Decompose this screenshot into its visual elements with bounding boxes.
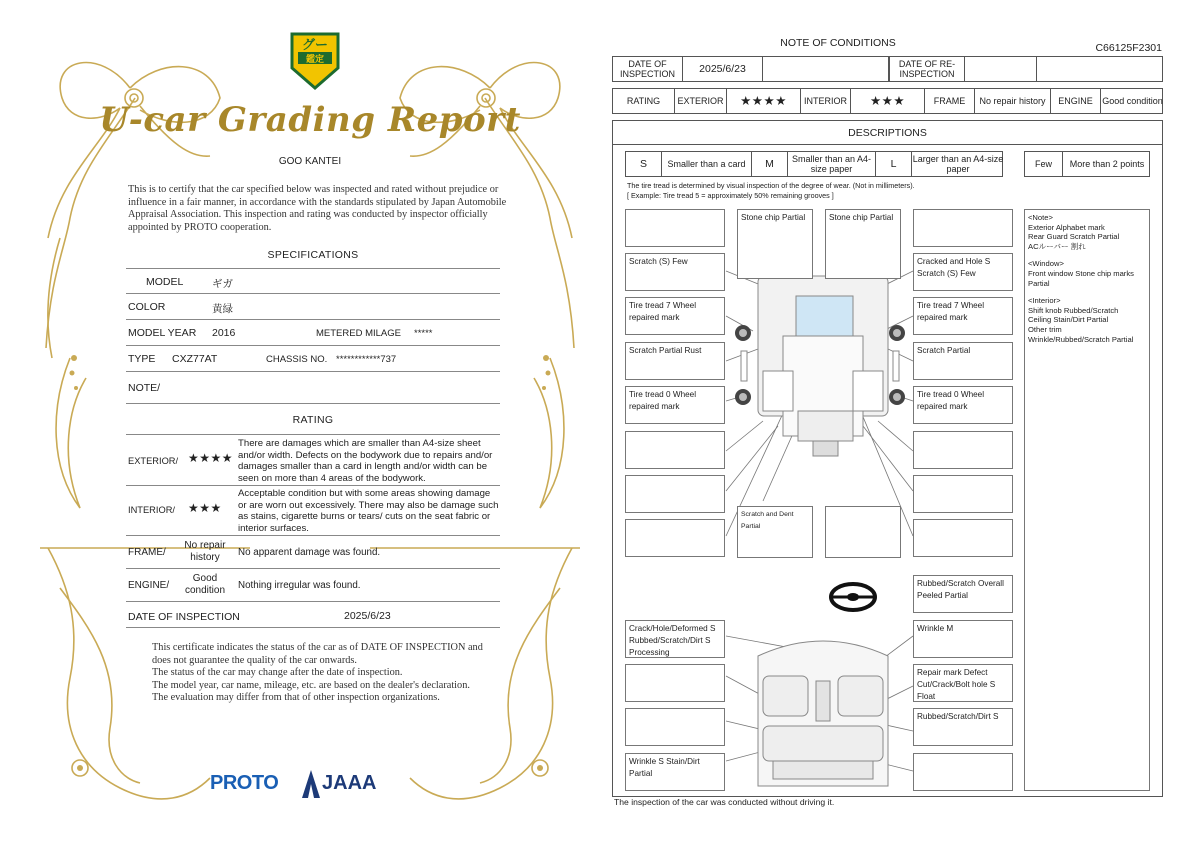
rating-row-date — [126, 602, 500, 628]
damage-box-interior-right-3: Rubbed/Scratch/Dirt S — [913, 708, 1013, 746]
exterior-stars: ★★★★ — [188, 451, 234, 465]
spec-row-color — [126, 294, 500, 320]
report-title: U-car Grading Report — [99, 100, 521, 140]
note-line: Rear Guard Scratch Partial — [1028, 232, 1120, 242]
mileage-label: METERED MILAGE — [316, 328, 401, 339]
legend-l: L — [876, 152, 912, 176]
interior-label: INTERIOR/ — [128, 505, 176, 515]
jaaa-emblem-icon — [302, 770, 320, 798]
proto-logo: PROTO — [210, 772, 279, 794]
damage-box-right-1: Cracked and Hole S Scratch (S) Few — [913, 253, 1013, 291]
frame-label: FRAME — [925, 89, 975, 113]
damage-box-interior-left-4: Wrinkle S Stain/Dirt Partial — [625, 753, 725, 791]
window-heading: <Window> — [1028, 259, 1064, 269]
damage-box — [913, 431, 1013, 469]
svg-text:鑑定: 鑑定 — [305, 55, 325, 65]
svg-text:グー: グー — [301, 38, 329, 53]
note-heading: <Note> — [1028, 213, 1053, 222]
damage-box-right-4: Tire tread 0 Wheel repaired mark — [913, 386, 1013, 424]
blank-cell — [1037, 57, 1164, 81]
rating-row-exterior — [126, 434, 500, 486]
damage-box — [913, 519, 1013, 557]
legend-few-desc: More than 2 points — [1069, 159, 1145, 169]
damage-box-interior-left-1: Crack/Hole/Deformed S Rubbed/Scratch/Dirt S Processing — [625, 620, 725, 658]
exterior-stars: ★★★★ — [727, 89, 801, 113]
date-of-inspection-value: 2025/6/23 — [344, 610, 391, 622]
interior-line: Ceiling Stain/Dirt Partial — [1028, 315, 1109, 325]
certificate-disclaimer — [152, 642, 492, 705]
engine-label: ENGINE/ — [128, 580, 170, 591]
damage-box — [625, 431, 725, 469]
damage-box — [625, 708, 725, 746]
grading-certificate — [40, 28, 580, 828]
disclaimer-line: The model year, car name, mileage, etc. are based on the dealer's declaration. — [152, 679, 470, 691]
specifications-heading: SPECIFICATIONS — [267, 249, 359, 261]
engine-label: ENGINE — [1051, 89, 1101, 113]
frame-label: FRAME/ — [128, 547, 166, 558]
note-label: NOTE/ — [128, 382, 161, 394]
type-label: TYPE — [128, 353, 156, 365]
issuer-logos — [210, 770, 430, 800]
date-of-inspection-value: 2025/6/23 — [683, 57, 763, 81]
note-of-conditions-sheet — [612, 34, 1164, 814]
legend-l-desc: Larger than an A4-size paper — [912, 154, 1004, 174]
model-value: ギガ — [212, 278, 233, 290]
damage-box-right-2: Tire tread 7 Wheel repaired mark — [913, 297, 1013, 335]
reinspection-value — [965, 57, 1037, 81]
damage-box — [825, 506, 901, 558]
damage-box-interior-right-1: Wrinkle M — [913, 620, 1013, 658]
legend-few: Few — [1025, 152, 1063, 176]
engine-value: Good condition — [184, 573, 226, 596]
rating-table — [612, 88, 1163, 114]
engine-description: Nothing irregular was found. — [238, 580, 361, 591]
spec-row-note — [126, 372, 500, 404]
rating-label: RATING — [613, 89, 675, 113]
sheet-title: NOTE OF CONDITIONS — [780, 37, 896, 49]
steering-wheel-icon — [831, 584, 875, 610]
frame-description: No apparent damage was found. — [238, 547, 381, 558]
rating-row-frame — [126, 536, 500, 569]
date-of-inspection-label: DATE OF INSPECTION — [613, 57, 683, 81]
mileage-value: ***** — [414, 328, 433, 339]
chassis-value: ************737 — [336, 354, 397, 365]
disclaimer-line: This certificate indicates the status of the car as of DATE OF INSPECTION and does not guarantee the quality of the car onwards. — [152, 642, 483, 666]
date-of-inspection-label: DATE OF INSPECTION — [128, 611, 240, 623]
frame-value: No repair history — [975, 89, 1051, 113]
type-value: CXZ77AT — [172, 353, 218, 365]
damage-box — [625, 209, 725, 247]
spec-row-year-mileage — [126, 320, 500, 346]
damage-box-left-4: Tire tread 0 Wheel repaired mark — [625, 386, 725, 424]
damage-box — [913, 753, 1013, 791]
tire-note-line: The tire tread is determined by visual inspection of the degree of wear. (Not in millimeters). — [627, 181, 915, 190]
damage-box-left-3: Scratch Partial Rust — [625, 342, 725, 380]
goo-kantei-badge-logo — [288, 30, 342, 90]
damage-box — [913, 475, 1013, 513]
interior-description: Acceptable condition but with some areas showing damage or are worn out excessively. There may also be damage such as stains, cigarette burns or tears/ cuts on the seat fabric or interior surfaces. — [238, 488, 499, 534]
damage-box-bottom-mid-left: Scratch and Dent Partial — [737, 506, 813, 558]
spec-row-model — [126, 268, 500, 294]
interior-heading: <Interior> — [1028, 296, 1061, 306]
blank-cell — [763, 57, 889, 81]
damage-box — [625, 519, 725, 557]
rating-row-engine — [126, 569, 500, 602]
interior-stars: ★★★ — [188, 501, 222, 515]
damage-box — [625, 475, 725, 513]
window-line: Front window Stone chip marks Partial — [1028, 268, 1134, 288]
damage-box-steering: Rubbed/Scratch Overall Peeled Partial — [913, 575, 1013, 613]
report-subtitle: GOO KANTEI — [278, 156, 342, 167]
jaaa-logo: JAAA — [322, 772, 377, 794]
legend-m: M — [752, 152, 788, 176]
disclaimer-line: The evaluation may differ from that of other inspection organizations. — [152, 692, 440, 703]
legend-s: S — [626, 152, 662, 176]
model-year-label: MODEL YEAR — [128, 327, 197, 339]
rating-row-interior — [126, 486, 500, 536]
interior-label: INTERIOR — [801, 89, 851, 113]
note-line: Exterior Alphabet mark — [1028, 222, 1105, 232]
spec-row-type-chassis — [126, 346, 500, 372]
date-table — [612, 56, 1163, 82]
model-year-value: 2016 — [212, 327, 236, 339]
interior-line: Shift knob Rubbed/Scratch — [1028, 305, 1119, 315]
model-label: MODEL — [146, 276, 184, 288]
damage-box-right-3: Scratch Partial — [913, 342, 1013, 380]
damage-box-top-mid-left: Stone chip Partial — [737, 209, 813, 279]
few-legend — [1024, 151, 1150, 177]
note-line: ACルーバー 割れ — [1028, 241, 1086, 251]
interior-line: Other trim — [1028, 324, 1062, 334]
damage-box-top-mid-right: Stone chip Partial — [825, 209, 901, 279]
damage-box-interior-right-2: Repair mark Defect Cut/Crack/Bolt hole S Float — [913, 664, 1013, 702]
damage-box-left-1: Scratch (S) Few — [625, 253, 725, 291]
tire-note-line: [ Example: Tire tread 5 = approximately 50% remaining grooves ] — [627, 190, 834, 200]
engine-value: Good condition — [1102, 96, 1163, 106]
gold-ornament-border — [40, 28, 580, 828]
color-value: 黄緑 — [212, 303, 233, 315]
certification-statement: This is to certify that the car specified below was inspected and rated without prejudice or influence in a fair manner, in accordance with the standards stipulated by Japan Automobile Appraisal Association. This inspection and rating was conducted by inspector officially appointed by PROTO cooperation. — [128, 184, 507, 233]
interior-line: Wrinkle/Rubbed/Scratch Partial — [1028, 334, 1134, 344]
legend-m-desc: Smaller than an A4-size paper — [788, 152, 876, 176]
damage-box — [913, 209, 1013, 247]
legend-s-desc: Smaller than a card — [662, 152, 752, 176]
sheet-footer: The inspection of the car was conducted without driving it. — [614, 797, 835, 807]
damage-box-left-2: Tire tread 7 Wheel repaired mark — [625, 297, 725, 335]
notes-panel — [1024, 209, 1150, 791]
exterior-label: EXTERIOR/ — [128, 456, 179, 466]
exterior-description: There are damages which are smaller than A4-size sheet and/or width. Defects on the bodywork due to repairs and/or damages smaller than a card in length and/or width can be seen on more than 4 areas of the bodywork. — [238, 438, 493, 484]
color-label: COLOR — [128, 301, 166, 313]
interior-stars: ★★★ — [851, 89, 925, 113]
exterior-label: EXTERIOR — [675, 89, 727, 113]
damage-box — [625, 664, 725, 702]
frame-value: No repair history — [184, 540, 226, 563]
chassis-label: CHASSIS NO. — [266, 354, 328, 365]
descriptions-heading: DESCRIPTIONS — [613, 121, 1162, 145]
sheet-code: C66125F2301 — [1095, 42, 1162, 54]
descriptions-panel — [612, 120, 1163, 797]
rating-heading: RATING — [292, 414, 334, 426]
disclaimer-line: The status of the car may change after the date of inspection. — [152, 667, 403, 678]
reinspection-label: DATE OF RE-INSPECTION — [889, 57, 965, 81]
